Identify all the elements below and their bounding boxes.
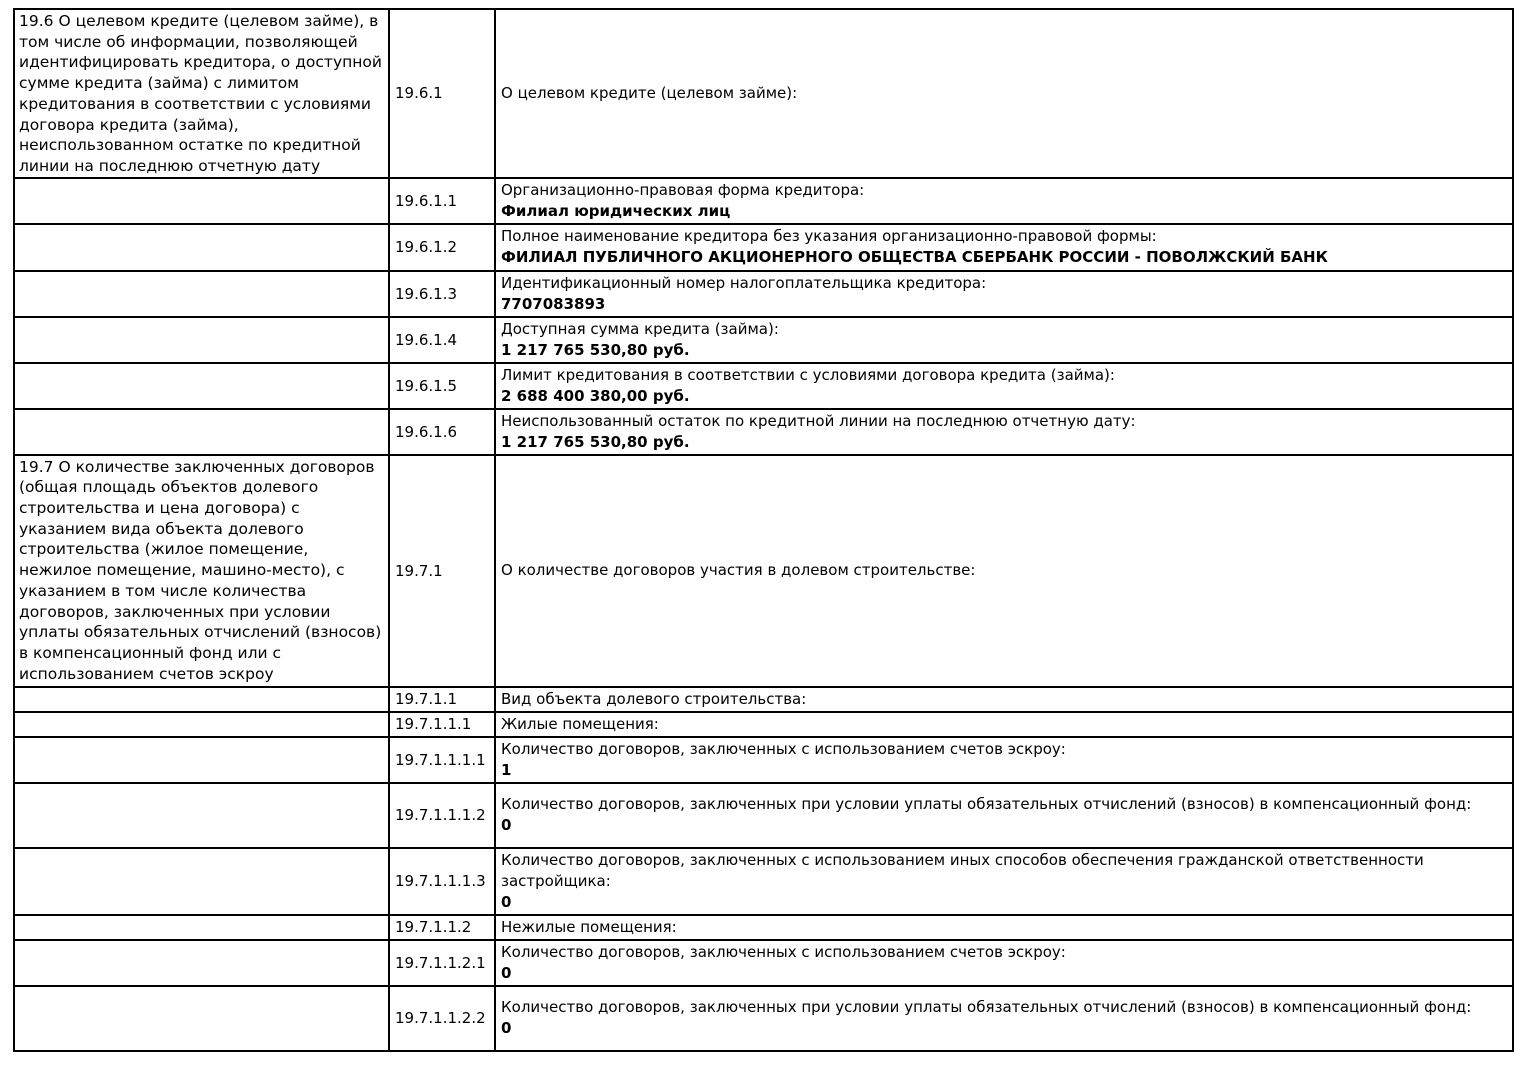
section-desc-cell	[14, 178, 389, 224]
field-label: Количество договоров, заключенных при условии уплаты обязательных отчислений (взносов) в компенсационный фонд:	[501, 795, 1472, 814]
section-desc-cell	[14, 737, 389, 783]
field-cell	[495, 712, 1513, 737]
field-value: 1 217 765 530,80 руб.	[501, 432, 690, 451]
field-label: Количество договоров, заключенных с использованием иных способов обеспечения гражданской ответственности застройщика:	[501, 850, 1424, 890]
field-cell	[495, 409, 1513, 455]
field-cell	[495, 986, 1513, 1051]
field-cell	[495, 687, 1513, 712]
field-label: Количество договоров, заключенных с использованием счетов эскроу:	[501, 739, 1066, 758]
field-label: Вид объекта долевого строительства:	[501, 689, 807, 708]
field-label: Лимит кредитования в соответствии с условиями договора кредита (займа):	[501, 365, 1115, 384]
field-cell	[495, 271, 1513, 317]
table-row	[14, 783, 1513, 848]
field-label: О количестве договоров участия в долевом строительстве:	[501, 561, 976, 580]
field-cell	[495, 915, 1513, 940]
table-row	[14, 409, 1513, 455]
field-value: 0	[501, 963, 512, 982]
field-value: 0	[501, 892, 512, 911]
section-desc-cell	[14, 224, 389, 271]
field-value: 7707083893	[501, 294, 606, 313]
table-row	[14, 455, 1513, 687]
row-number-cell: 19.7.1.1.2.2	[389, 986, 495, 1051]
field-label: Доступная сумма кредита (займа):	[501, 319, 779, 338]
table-row	[14, 363, 1513, 409]
section-desc-cell	[14, 940, 389, 986]
field-value: 1 217 765 530,80 руб.	[501, 340, 690, 359]
field-label: Жилые помещения:	[501, 714, 659, 733]
section-desc-cell	[14, 687, 389, 712]
table-row	[14, 178, 1513, 224]
field-cell	[495, 940, 1513, 986]
field-value: ФИЛИАЛ ПУБЛИЧНОГО АКЦИОНЕРНОГО ОБЩЕСТВА СБЕРБАНК РОССИИ - ПОВОЛЖСКИЙ БАНК	[501, 248, 1328, 267]
section-desc-cell	[14, 915, 389, 940]
table-row	[14, 712, 1513, 737]
field-label: Полное наименование кредитора без указания организационно-правовой формы:	[501, 227, 1157, 246]
table-row	[14, 317, 1513, 363]
field-cell	[495, 224, 1513, 271]
table-row	[14, 271, 1513, 317]
section-desc-cell	[14, 848, 389, 915]
table-row	[14, 687, 1513, 712]
table-row	[14, 737, 1513, 783]
section-desc-cell	[14, 783, 389, 848]
section-desc-cell	[14, 317, 389, 363]
field-label: Организационно-правовая форма кредитора:	[501, 180, 865, 199]
section-desc-cell	[14, 712, 389, 737]
field-label: Нежилые помещения:	[501, 917, 677, 936]
field-label: О целевом кредите (целевом займе):	[501, 83, 798, 102]
row-number-cell: 19.7.1.1.2.1	[389, 940, 495, 986]
row-number-cell: 19.7.1.1.2	[389, 915, 495, 940]
row-number-cell: 19.6.1.3	[389, 271, 495, 317]
table-row	[14, 848, 1513, 915]
field-cell	[495, 317, 1513, 363]
row-number-cell: 19.7.1.1.1.3	[389, 848, 495, 915]
field-value: 0	[501, 816, 512, 835]
field-cell	[495, 783, 1513, 848]
row-number-cell: 19.6.1	[389, 9, 495, 178]
table-row	[14, 986, 1513, 1051]
field-label: Идентификационный номер налогоплательщика кредитора:	[501, 273, 987, 292]
section-desc-cell	[14, 363, 389, 409]
field-value: 0	[501, 1019, 512, 1038]
field-cell	[495, 737, 1513, 783]
table-row	[14, 915, 1513, 940]
field-cell	[495, 9, 1513, 178]
table-row	[14, 940, 1513, 986]
field-label: Неиспользованный остаток по кредитной линии на последнюю отчетную дату:	[501, 411, 1136, 430]
row-number-cell: 19.6.1.2	[389, 224, 495, 271]
field-value: 2 688 400 380,00 руб.	[501, 386, 690, 405]
section-desc-cell: 19.7 О количестве заключенных договоров (общая площадь объектов долевого строительства и цена договора) с указанием вида объекта долевого строительства (жилое помещение, нежилое помещение, машино-место), с указанием в том числе количества договоров, заключенных при условии уплаты обязательных отчислений (взносов) в компенсационный фонд или с использованием счетов эскроу	[14, 455, 389, 687]
section-desc-cell	[14, 986, 389, 1051]
field-cell	[495, 455, 1513, 687]
field-value: 1	[501, 760, 512, 779]
field-cell	[495, 178, 1513, 224]
table-row	[14, 9, 1513, 178]
disclosure-table	[13, 8, 1514, 1052]
row-number-cell: 19.6.1.4	[389, 317, 495, 363]
row-number-cell: 19.7.1.1	[389, 687, 495, 712]
row-number-cell: 19.6.1.1	[389, 178, 495, 224]
field-cell	[495, 363, 1513, 409]
field-cell	[495, 848, 1513, 915]
field-value: Филиал юридических лиц	[501, 201, 731, 220]
field-label: Количество договоров, заключенных при условии уплаты обязательных отчислений (взносов) в компенсационный фонд:	[501, 998, 1472, 1017]
row-number-cell: 19.7.1.1.1	[389, 712, 495, 737]
field-label: Количество договоров, заключенных с использованием счетов эскроу:	[501, 942, 1066, 961]
table-row	[14, 224, 1513, 271]
section-desc-cell	[14, 409, 389, 455]
row-number-cell: 19.7.1.1.1.1	[389, 737, 495, 783]
row-number-cell: 19.6.1.6	[389, 409, 495, 455]
row-number-cell: 19.7.1	[389, 455, 495, 687]
row-number-cell: 19.6.1.5	[389, 363, 495, 409]
section-desc-cell: 19.6 О целевом кредите (целевом займе), в том числе об информации, позволяющей идентифицировать кредитора, о доступной сумме кредита (займа) с лимитом кредитования в соответствии с условиями договора кредита (займа), неиспользованном остатке по кредитной линии на последнюю отчетную дату	[14, 9, 389, 178]
row-number-cell: 19.7.1.1.1.2	[389, 783, 495, 848]
section-desc-cell	[14, 271, 389, 317]
